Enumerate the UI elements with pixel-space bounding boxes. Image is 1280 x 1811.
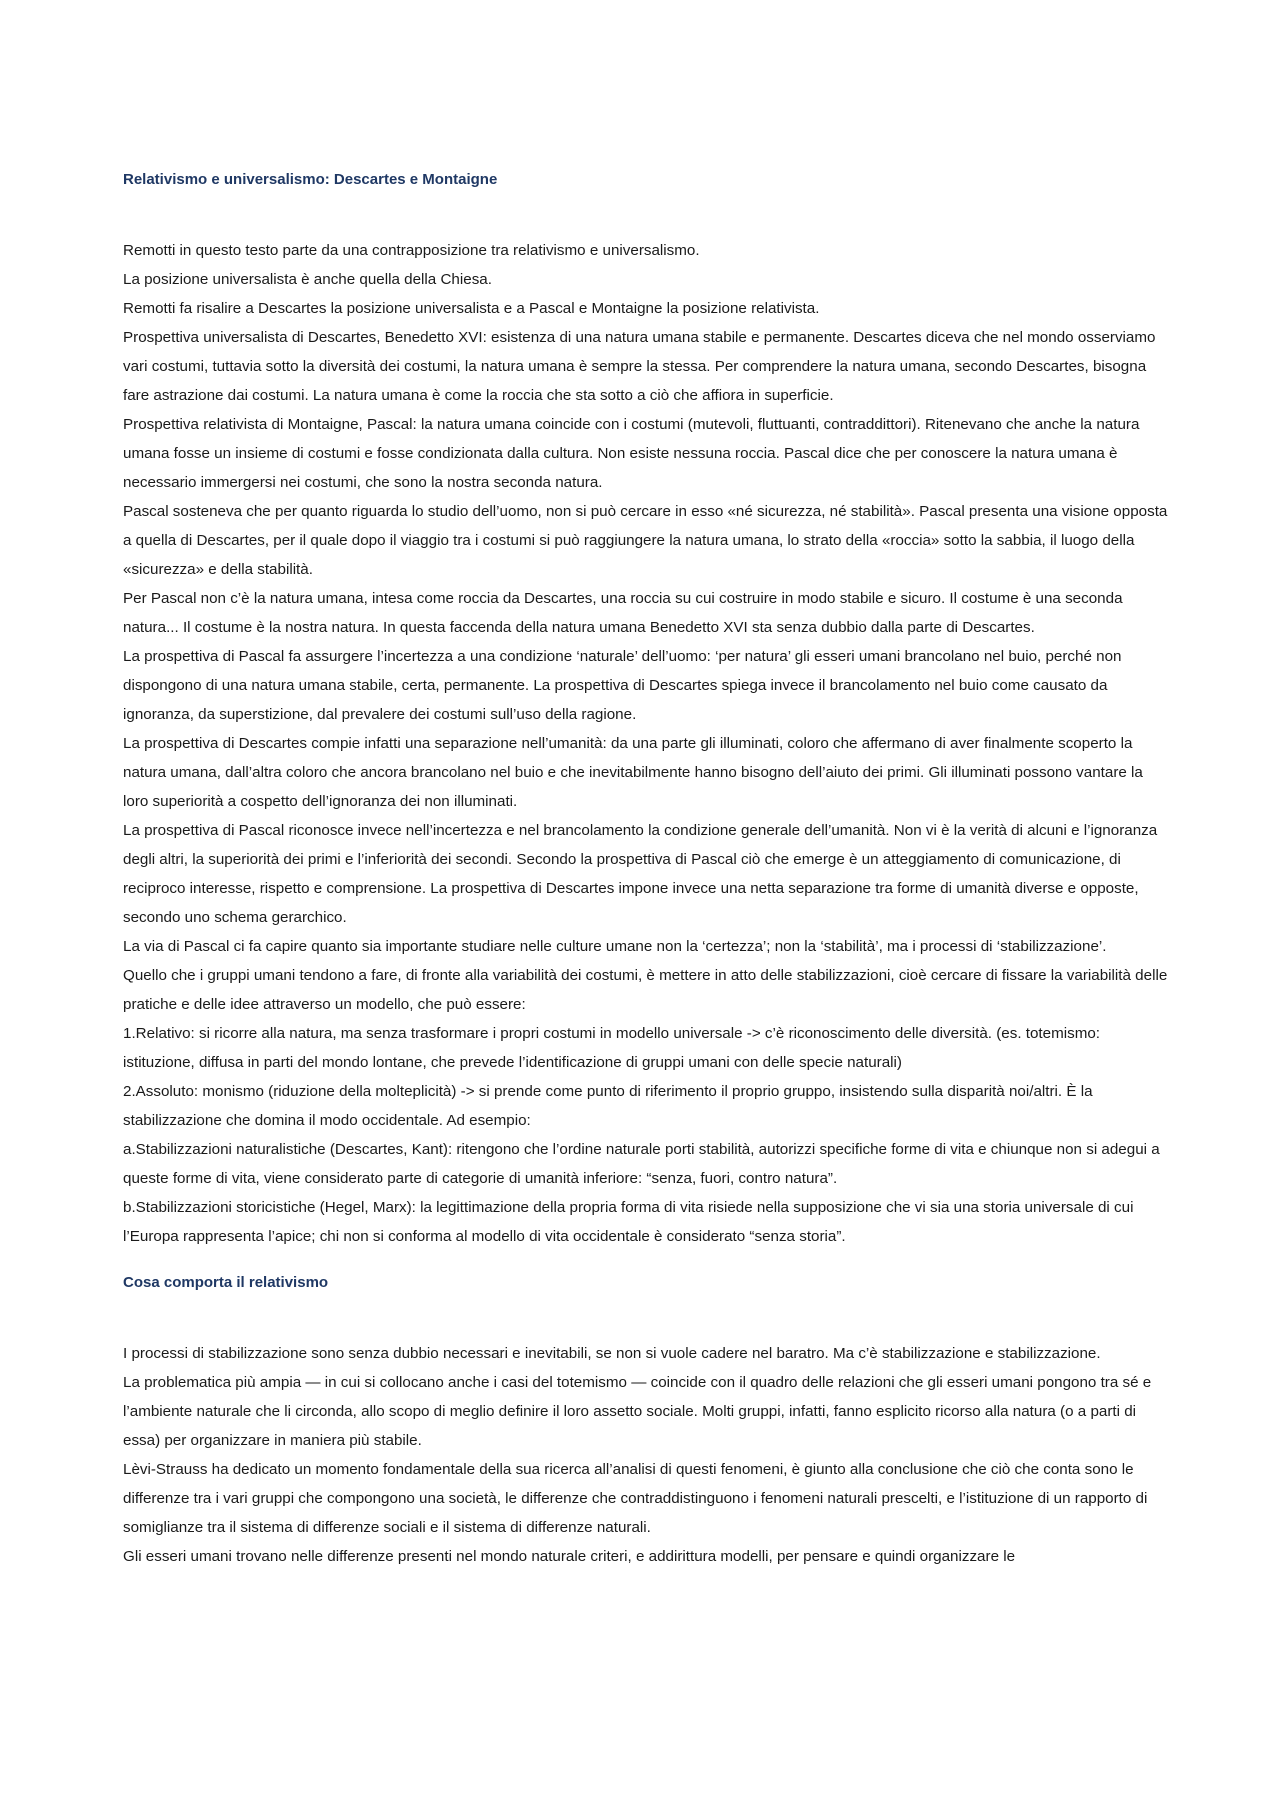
paragraph: Lèvi-Strauss ha dedicato un momento fondamentale della sua ricerca all’analisi di questi fenomeni, è giunto alla conclusione che ciò che conta sono le differenze tra i vari gruppi che compongono una società, le differenze che contraddistinguono i fenomeni naturali prescelti, e l’istituzione di un rapporto di somiglianze tra il sistema di differenze sociali e il sistema di differenze naturali. xyxy=(123,1461,1148,1536)
paragraph: Per Pascal non c’è la natura umana, intesa come roccia da Descartes, una roccia su cui costruire in modo stabile e sicuro. Il costume è una seconda natura... Il costume è la nostra natura. In questa faccenda della natura umana Benedetto XVI sta senza dubbio dalla parte di Descartes. xyxy=(123,590,1123,636)
section-cosa-comporta xyxy=(123,1273,1170,1571)
paragraph: La prospettiva di Pascal riconosce invece nell’incertezza e nel brancolamento la condizione generale dell’umanità. Non vi è la verità di alcuni e l’ignoranza degli altri, la superiorità dei primi e l’inferiorità dei secondi. Secondo la prospettiva di Pascal ciò che emerge è un atteggiamento di comunicazione, di reciproco interesse, rispetto e comprensione. La prospettiva di Descartes impone invece una netta separazione tra forme di umanità diverse e opposte, secondo uno schema gerarchico. xyxy=(123,822,1158,926)
paragraph: La posizione universalista è anche quella della Chiesa. xyxy=(123,271,492,288)
paragraph: La via di Pascal ci fa capire quanto sia importante studiare nelle culture umane non la ‘certezza’; non la ‘stabilità’, ma i processi di ‘stabilizzazione’. xyxy=(123,938,1107,955)
paragraph: 2.Assoluto: monismo (riduzione della molteplicità) -> si prende come punto di riferimento il proprio gruppo, insistendo sulla disparità noi/altri. È la stabilizzazione che domina il modo occidentale. Ad esempio: xyxy=(123,1083,1093,1129)
section-body xyxy=(123,1339,1170,1571)
section-relativismo-universalismo xyxy=(123,170,1170,1251)
paragraph: Gli esseri umani trovano nelle differenze presenti nel mondo naturale criteri, e addirittura modelli, per pensare e quindi organizzare le xyxy=(123,1548,1016,1565)
paragraph: La prospettiva di Descartes compie infatti una separazione nell’umanità: da una parte gli illuminati, coloro che affermano di aver finalmente scoperto la natura umana, dall’altra coloro che ancora brancolano nel buio e che inevitabilmente hanno bisogno dell’aiuto dei primi. Gli illuminati possono vantare la loro superiorità a cospetto dell’ignoranza dei non illuminati. xyxy=(123,735,1143,810)
paragraph: I processi di stabilizzazione sono senza dubbio necessari e inevitabili, se non si vuole cadere nel baratro. Ma c’è stabilizzazione e stabilizzazione. xyxy=(123,1345,1101,1362)
paragraph: a.Stabilizzazioni naturalistiche (Descartes, Kant): ritengono che l’ordine naturale porti stabilità, autorizzi specifiche forme di vita e chiunque non si adegui a queste forme di vita, viene considerato parte di categorie di umanità inferiore: “senza, fuori, contro natura”. xyxy=(123,1141,1160,1187)
paragraph: Remotti in questo testo parte da una contrapposizione tra relativismo e universalismo. xyxy=(123,242,700,259)
section-heading: Relativismo e universalismo: Descartes e Montaigne xyxy=(123,171,498,188)
section-heading: Cosa comporta il relativismo xyxy=(123,1274,329,1291)
paragraph: Remotti fa risalire a Descartes la posizione universalista e a Pascal e Montaigne la posizione relativista. xyxy=(123,300,820,317)
paragraph: La problematica più ampia — in cui si collocano anche i casi del totemismo — coincide con il quadro delle relazioni che gli esseri umani pongono tra sé e l’ambiente naturale che li circonda, allo scopo di meglio definire il loro assetto sociale. Molti gruppi, infatti, fanno esplicito ricorso alla natura (o a parti di essa) per organizzare in maniera più stabile. xyxy=(123,1374,1152,1449)
paragraph: 1.Relativo: si ricorre alla natura, ma senza trasformare i propri costumi in modello universale -> c’è riconoscimento delle diversità. (es. totemismo: istituzione, diffusa in parti del mondo lontane, che prevede l’identificazione di gruppi umani con delle specie naturali) xyxy=(123,1025,1101,1071)
paragraph: Prospettiva universalista di Descartes, Benedetto XVI: esistenza di una natura umana stabile e permanente. Descartes diceva che nel mondo osserviamo vari costumi, tuttavia sotto la diversità dei costumi, la natura umana è sempre la stessa. Per comprendere la natura umana, secondo Descartes, bisogna fare astrazione dai costumi. La natura umana è come la roccia che sta sotto a ciò che affiora in superficie. xyxy=(123,329,1156,404)
paragraph: Pascal sosteneva che per quanto riguarda lo studio dell’uomo, non si può cercare in esso «né sicurezza, né stabilità». Pascal presenta una visione opposta a quella di Descartes, per il quale dopo il viaggio tra i costumi si può raggiungere la natura umana, lo strato della «roccia» sotto la sabbia, il luogo della «sicurezza» e della stabilità. xyxy=(123,503,1168,578)
paragraph: b.Stabilizzazioni storicistiche (Hegel, Marx): la legittimazione della propria forma di vita risiede nella supposizione che vi sia una storia universale di cui l’Europa rappresenta l’apice; chi non si conforma al modello di vita occidentale è considerato “senza storia”. xyxy=(123,1199,1134,1245)
paragraph: Quello che i gruppi umani tendono a fare, di fronte alla variabilità dei costumi, è mettere in atto delle stabilizzazioni, cioè cercare di fissare la variabilità delle pratiche e delle idee attraverso un modello, che può essere: xyxy=(123,967,1168,1013)
section-body xyxy=(123,236,1170,1251)
paragraph: Prospettiva relativista di Montaigne, Pascal: la natura umana coincide con i costumi (mutevoli, fluttuanti, contraddittori). Ritenevano che anche la natura umana fosse un insieme di costumi e fosse condizionata dalla cultura. Non esiste nessuna roccia. Pascal dice che per conoscere la natura umana è necessario immergersi nei costumi, che sono la nostra seconda natura. xyxy=(123,416,1140,491)
paragraph: La prospettiva di Pascal fa assurgere l’incertezza a una condizione ‘naturale’ dell’uomo: ‘per natura’ gli esseri umani brancolano nel buio, perché non dispongono di una natura umana stabile, certa, permanente. La prospettiva di Descartes spiega invece il brancolamento nel buio come causato da ignoranza, da superstizione, dal prevalere dei costumi sull’uso della ragione. xyxy=(123,648,1122,723)
